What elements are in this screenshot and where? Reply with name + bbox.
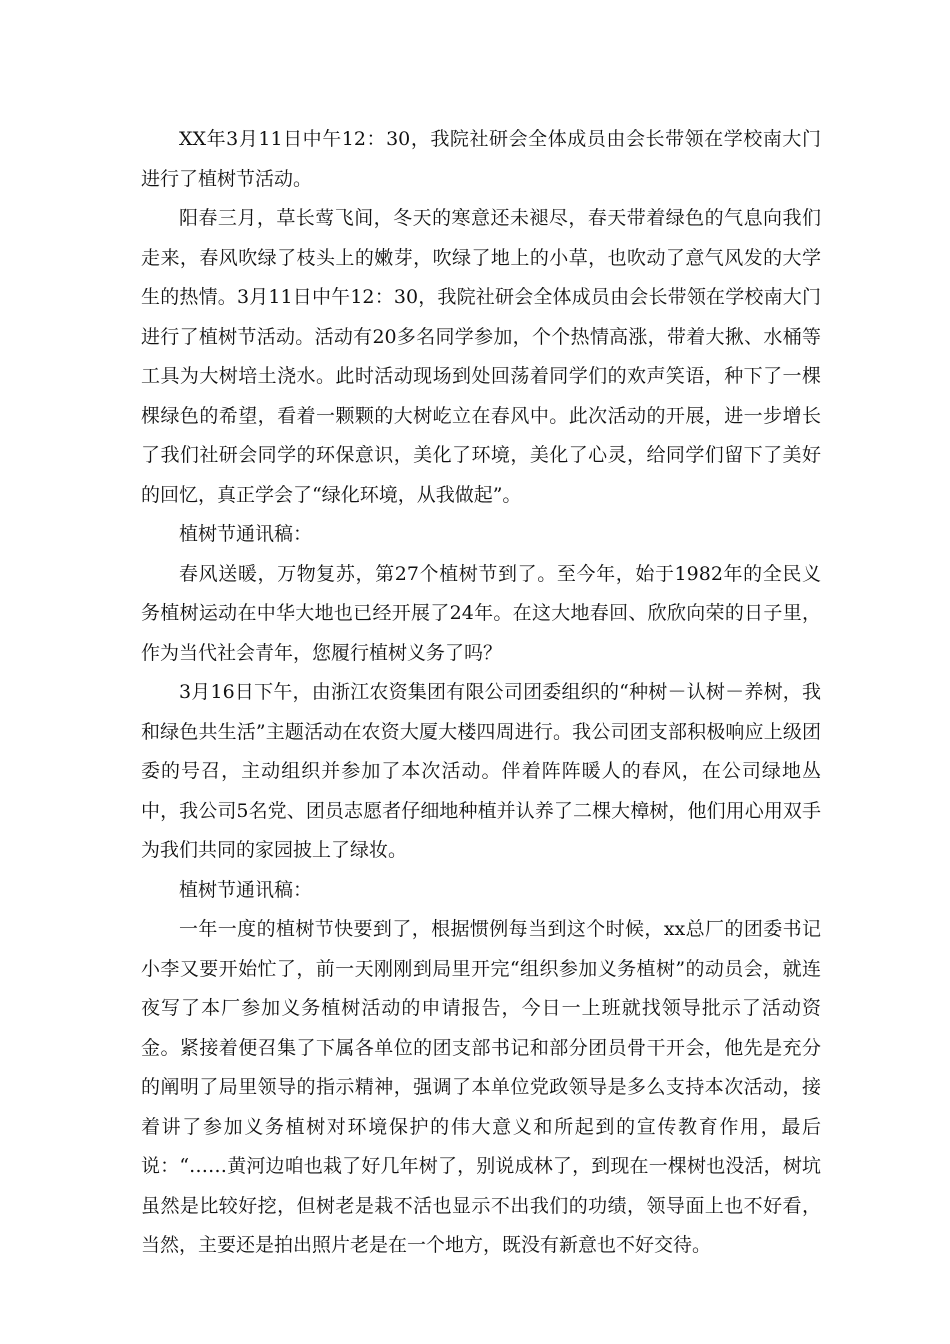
section-heading-news-1: 植树节通讯稿： [179, 523, 313, 545]
paragraph-spring-activity: 阳春三月，草长莺飞间，冬天的寒意还未褪尽，春天带着绿色的气息向我们走来，春风吹绿了枝头上的嫩芽，吹绿了地上的小草，也吹动了意气风发的大学生的热情。3月11日中午12：30，我院社研会全体成员由会长带领在学校南大门进行了植树节活动。活动有20多名同学参加，个个热情高涨，带着大揪、水桶等工具为大树培土浇水。此时活动现场到处回荡着同学们的欢声笑语，种下了一棵棵绿色的希望，看着一颗颗的大树屹立在春风中。此次活动的开展，进一步增长了我们社研会同学的环保意识，美化了环境，美化了心灵，给同学们留下了美好的回忆，真正学会了“绿化环境，从我做起”。 [141, 207, 821, 506]
paragraph-arbor-day-27: 春风送暖，万物复苏，第27个植树节到了。至今年，始于1982年的全民义务植树运动在中华大地也已经开展了24年。在这大地春回、欣欣向荣的日子里，作为当代社会青年，您履行植树义务了吗？ [141, 562, 821, 664]
paragraph-company-event: 3月16日下午，由浙江农资集团有限公司团委组织的“种树－认树－养树，我和绿色共生活”主题活动在农资大厦大楼四周进行。我公司团支部积极响应上级团委的号召，主动组织并参加了本次活动。伴着阵阵暖人的春风，在公司绿地丛中，我公司5名党、团员志愿者仔细地种植并认养了二棵大樟树，他们用心用双手为我们共同的家园披上了绿妆。 [141, 681, 821, 861]
paragraph-factory-story: 一年一度的植树节快要到了，根据惯例每当到这个时候，xx总厂的团委书记小李又要开始忙了，前一天刚刚到局里开完“组织参加义务植树”的动员会，就连夜写了本厂参加义务植树活动的申请报告，今日一上班就找领导批示了活动资金。紧接着便召集了下属各单位的团支部书记和部分团员骨干开会，他先是充分的阐明了局里领导的指示精神，强调了本单位党政领导是多么支持本次活动，接着讲了参加义务植树对环境保护的伟大意义和所起到的宣传教育作用，最后说：“……黄河边咱也栽了好几年树了，别说成林了，到现在一棵树也没活，树坑虽然是比较好挖，但树老是栽不活也显示不出我们的功绩，领导面上也不好看，当然，主要还是拍出照片老是在一个地方，既没有新意也不好交待。 [141, 918, 821, 1256]
paragraph-intro: XX年3月11日中午12：30，我院社研会全体成员由会长带领在学校南大门进行了植树节活动。 [141, 128, 821, 190]
section-heading-news-2: 植树节通讯稿： [179, 878, 313, 901]
document-body [141, 120, 821, 1266]
